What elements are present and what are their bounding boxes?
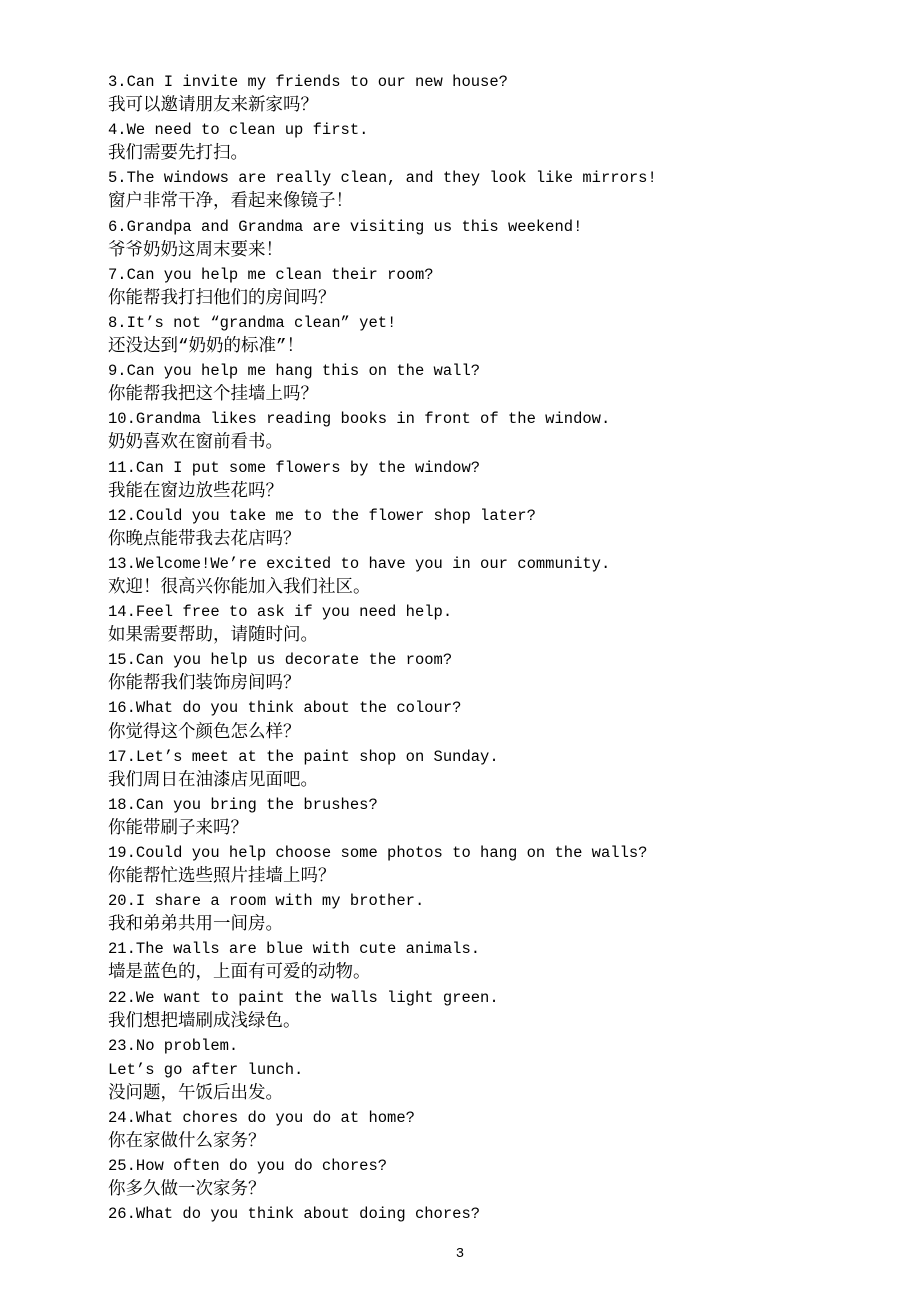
sentence-line-english: 26.What do you think about doing chores? [108,1205,481,1224]
sentence-line-chinese: 你能帮我们装饰房间吗？ [108,674,301,695]
sentence-line-chinese: 欢迎！很高兴你能加入我们社区。 [108,577,371,598]
sentence-line-chinese: 我们周日在油漆店见面吧。 [108,770,318,791]
sentence-line-english: 17.Let’s meet at the paint shop on Sunday. [108,747,499,766]
sentence-line-chinese: 如果需要帮助，请随时问。 [108,626,318,647]
sentence-line-english: 5.The windows are really clean, and they look like mirrors! [108,169,657,188]
sentence-line-english: 22.We want to paint the walls light green. [108,988,499,1007]
sentence-line-chinese: 你能帮我把这个挂墙上吗？ [108,385,318,406]
sentence-line-chinese: 墙是蓝色的，上面有可爱的动物。 [108,963,371,984]
sentence-line-english: 7.Can you help me clean their room? [108,265,434,284]
page-footer [0,1244,920,1262]
sentence-line-chinese: 奶奶喜欢在窗前看书。 [108,433,283,454]
sentence-line-chinese: 你在家做什么家务？ [108,1132,266,1153]
sentence-line-chinese: 你晚点能带我去花店吗？ [108,529,301,550]
sentence-line-english: 4.We need to clean up first. [108,121,369,140]
sentence-line-chinese: 没问题，午饭后出发。 [108,1083,283,1104]
sentence-line-chinese: 你多久做一次家务？ [108,1180,266,1201]
sentence-line-chinese: 我可以邀请朋友来新家吗？ [108,96,318,117]
page-number: 3 [455,1246,465,1262]
sentence-line-english: 24.What chores do you do at home? [108,1109,415,1128]
sentence-line-english: 13.Welcome!We’re excited to have you in our community. [108,554,611,573]
sentence-line-english: 18.Can you bring the brushes? [108,795,378,814]
sentence-line-english: 25.How often do you do chores? [108,1157,388,1176]
sentence-line-english: 23.No problem. [108,1036,239,1055]
sentence-line-english: 15.Can you help us decorate the room? [108,651,453,670]
sentence-line-english: 16.What do you think about the colour? [108,699,462,718]
sentence-line-chinese: 你能帮我打扫他们的房间吗？ [108,288,336,309]
document-body [108,70,848,1227]
sentence-line-english: 11.Can I put some flowers by the window? [108,458,481,477]
sentence-line-english: 21.The walls are blue with cute animals. [108,940,481,959]
sentence-line-chinese: 我们需要先打扫。 [108,144,248,165]
sentence-line-chinese: 你能帮忙选些照片挂墙上吗？ [108,867,336,888]
sentence-line-english: 9.Can you help me hang this on the wall? [108,362,481,381]
sentence-line-chinese: 你觉得这个颜色怎么样？ [108,722,301,743]
sentence-line-english: 3.Can I invite my friends to our new house? [108,73,508,91]
sentence-line-chinese: 我能在窗边放些花吗？ [108,481,283,502]
sentence-line-english: 20.I share a room with my brother. [108,892,425,911]
sentence-line-chinese: 还没达到“奶奶的标准”！ [108,337,305,358]
sentence-line-chinese: 你能带刷子来吗？ [108,818,248,839]
sentence-line-english: 8.It’s not “grandma clean” yet! [108,313,397,332]
sentence-line-chinese: 我和弟弟共用一间房。 [108,915,283,936]
sentence-line-english: 12.Could you take me to the flower shop later? [108,506,536,525]
sentence-line-english: 6.Grandpa and Grandma are visiting us this weekend! [108,217,583,236]
sentence-line-english: 10.Grandma likes reading books in front of the window. [108,410,611,429]
sentence-line-chinese: 我们想把墙刷成浅绿色。 [108,1011,301,1032]
sentence-line-english: 19.Could you help choose some photos to hang on the walls? [108,844,648,862]
sentence-line-chinese: 爷爷奶奶这周末要来！ [108,240,283,261]
sentence-line-chinese: 窗户非常干净，看起来像镜子！ [108,192,353,213]
sentence-line-english: 14.Feel free to ask if you need help. [108,603,453,622]
sentence-line-english: Let’s go after lunch. [108,1060,304,1079]
